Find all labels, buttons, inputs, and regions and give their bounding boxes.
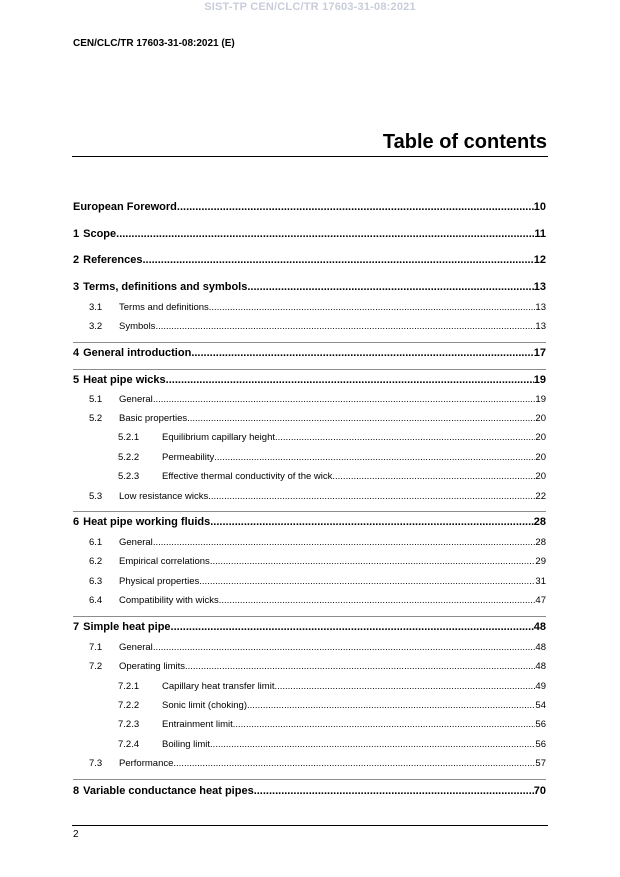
toc-entry-number: 2 [73,254,80,266]
toc-entry[interactable] [73,719,546,730]
toc-entry[interactable] [73,537,546,548]
toc-entry-number: 6.2 [89,556,103,567]
toc-entry-title: Physical properties [119,576,200,587]
dot-leader [173,758,535,769]
toc-entry-title: Capillary heat transfer limit [162,681,275,692]
dot-leader [155,321,535,332]
toc-entry-number: 6 [73,516,80,528]
toc-entry[interactable] [73,394,546,405]
toc-entry-title: Heat pipe working fluids [83,516,211,528]
document-identifier: CEN/CLC/TR 17603-31-08:2021 (E) [73,38,235,49]
toc-entry-title: Effective thermal conductivity of the wick [162,471,333,482]
toc-entry-number: 5 [73,374,80,386]
toc-entry-page: 20 [535,413,546,424]
toc-entry[interactable] [73,556,546,567]
toc-entry-page: 20 [535,432,546,443]
section-separator [73,511,546,512]
toc-entry-title: References [83,254,143,266]
toc-entry[interactable] [73,516,546,528]
toc-entry-number: 7.1 [89,642,103,653]
toc-entry-number: 5.2.1 [118,432,140,443]
toc-entry-number: 8 [73,785,80,797]
toc-entry[interactable] [73,642,546,653]
toc-entry-page: 19 [535,394,546,405]
watermark-text: SIST-TP CEN/CLC/TR 17603-31-08:2021 [204,1,416,13]
toc-entry-title: Operating limits [119,661,185,672]
toc-entry-page: 70 [533,785,546,797]
toc-entry[interactable] [73,452,546,463]
dot-leader [208,491,535,502]
dot-leader [210,556,536,567]
toc-entry-page: 31 [535,576,546,587]
toc-entry[interactable] [73,471,546,482]
section-separator [73,369,546,370]
dot-leader [210,739,535,750]
toc-entry[interactable] [73,621,546,633]
toc-entry[interactable] [73,700,546,711]
toc-entry[interactable] [73,347,546,359]
toc-entry-title: Terms, definitions and symbols [83,281,248,293]
toc-entry-page: 10 [533,201,546,213]
toc-entry-number: 5.1 [89,394,103,405]
dot-leader [153,394,536,405]
toc-entry-page: 48 [535,642,546,653]
toc-entry[interactable] [73,758,546,769]
toc-entry-number: 5.2.2 [118,452,140,463]
toc-entry[interactable] [73,681,546,692]
dot-leader [210,516,534,528]
dot-leader [153,642,536,653]
toc-entry-page: 28 [535,537,546,548]
toc-entry-title: Entrainment limit [162,719,233,730]
page-number: 2 [73,829,79,840]
toc-entry-page: 48 [533,621,546,633]
dot-leader [332,471,535,482]
dot-leader [254,785,534,797]
toc-entry-title: Performance [119,758,174,769]
toc-entry-page: 17 [533,347,546,359]
dot-leader [219,595,536,606]
toc-entry-page: 13 [535,321,546,332]
dot-leader [233,719,536,730]
toc-entry-number: 4 [73,347,80,359]
toc-entry-title: Equilibrium capillary height [162,432,275,443]
dot-leader [171,621,534,633]
toc-entry[interactable] [73,576,546,587]
toc-entry-page: 20 [535,471,546,482]
toc-entry-number: 7.2.1 [118,681,140,692]
dot-leader [274,681,535,692]
toc-entry-page: 56 [535,739,546,750]
toc-entry-title: Sonic limit (choking) [162,700,247,711]
toc-entry-number: 7.2.3 [118,719,140,730]
toc-entry-page: 29 [535,556,546,567]
toc-entry-title: European Foreword [73,201,177,213]
toc-entry-title: Compatibility with wicks [119,595,219,606]
toc-entry-page: 49 [535,681,546,692]
section-separator [73,779,546,780]
toc-entry-page: 56 [535,719,546,730]
toc-entry-page: 11 [534,228,546,240]
dot-leader [185,661,535,672]
toc-entry-page: 54 [535,700,546,711]
dot-leader [214,452,535,463]
toc-entry-page: 12 [533,254,546,266]
toc-entry-title: General introduction [83,347,192,359]
dot-leader [247,281,533,293]
toc-entry-number: 3.1 [89,302,103,313]
toc-entry-title: General [119,642,153,653]
toc-entry-page: 20 [535,452,546,463]
dot-leader [177,201,534,213]
toc-entry[interactable] [73,201,546,213]
toc-entry-title: Heat pipe wicks [83,374,166,386]
section-separator [73,616,546,617]
toc-entry-title: Empirical correlations [119,556,210,567]
toc-entry-number: 6.3 [89,576,103,587]
toc-entry-title: Low resistance wicks [119,491,209,502]
toc-entry-title: Boiling limit [162,739,211,750]
section-separator [73,342,546,343]
toc-entry[interactable] [73,254,546,266]
toc-entry-title: General [119,394,153,405]
toc-entry-number: 7 [73,621,80,633]
toc-entry[interactable] [73,661,546,672]
page-title: Table of contents [382,131,547,153]
toc-entry-number: 3 [73,281,80,293]
toc-entry[interactable] [73,491,546,502]
toc-entry-title: Terms and definitions [119,302,209,313]
dot-leader [116,228,534,240]
toc-entry[interactable] [73,595,546,606]
toc-entry-number: 7.2.2 [118,700,140,711]
toc-entry[interactable] [73,432,546,443]
toc-entry-title: Permeability [162,452,215,463]
toc-entry[interactable] [73,413,546,424]
toc-entry-page: 19 [533,374,546,386]
dot-leader [199,576,535,587]
toc-entry-title: General [119,537,153,548]
toc-entry[interactable] [73,321,546,332]
toc-entry[interactable] [73,785,546,797]
toc-entry-number: 7.2.4 [118,739,140,750]
dot-leader [166,374,534,386]
toc-entry-title: Simple heat pipe [83,621,171,633]
toc-entry-page: 28 [533,516,546,528]
toc-entry-number: 3.2 [89,321,103,332]
toc-entry[interactable] [73,281,546,293]
dot-leader [209,302,536,313]
toc-entry-title: Symbols [119,321,156,332]
footer-divider [72,825,548,826]
toc-entry[interactable] [73,228,546,240]
toc-entry-page: 47 [535,595,546,606]
dot-leader [153,537,536,548]
toc-entry-number: 5.3 [89,491,103,502]
toc-entry[interactable] [73,374,546,386]
title-divider [72,156,548,157]
dot-leader [247,700,535,711]
toc-entry-page: 48 [535,661,546,672]
toc-entry-page: 13 [533,281,546,293]
toc-entry-number: 1 [73,228,80,240]
toc-entry-page: 57 [535,758,546,769]
toc-entry-title: Basic properties [119,413,188,424]
toc-entry-title: Scope [83,228,117,240]
toc-entry[interactable] [73,302,546,313]
toc-entry-number: 5.2.3 [118,471,140,482]
dot-leader [275,432,535,443]
dot-leader [142,254,533,266]
toc-entry-number: 7.2 [89,661,103,672]
toc-entry-number: 5.2 [89,413,103,424]
toc-entry-number: 6.4 [89,595,103,606]
toc-entry[interactable] [73,739,546,750]
toc-entry-page: 22 [535,491,546,502]
toc-entry-title: Variable conductance heat pipes [83,785,254,797]
dot-leader [187,413,535,424]
dot-leader [191,347,533,359]
toc-entry-number: 6.1 [89,537,103,548]
toc-entry-page: 13 [535,302,546,313]
toc-entry-number: 7.3 [89,758,103,769]
